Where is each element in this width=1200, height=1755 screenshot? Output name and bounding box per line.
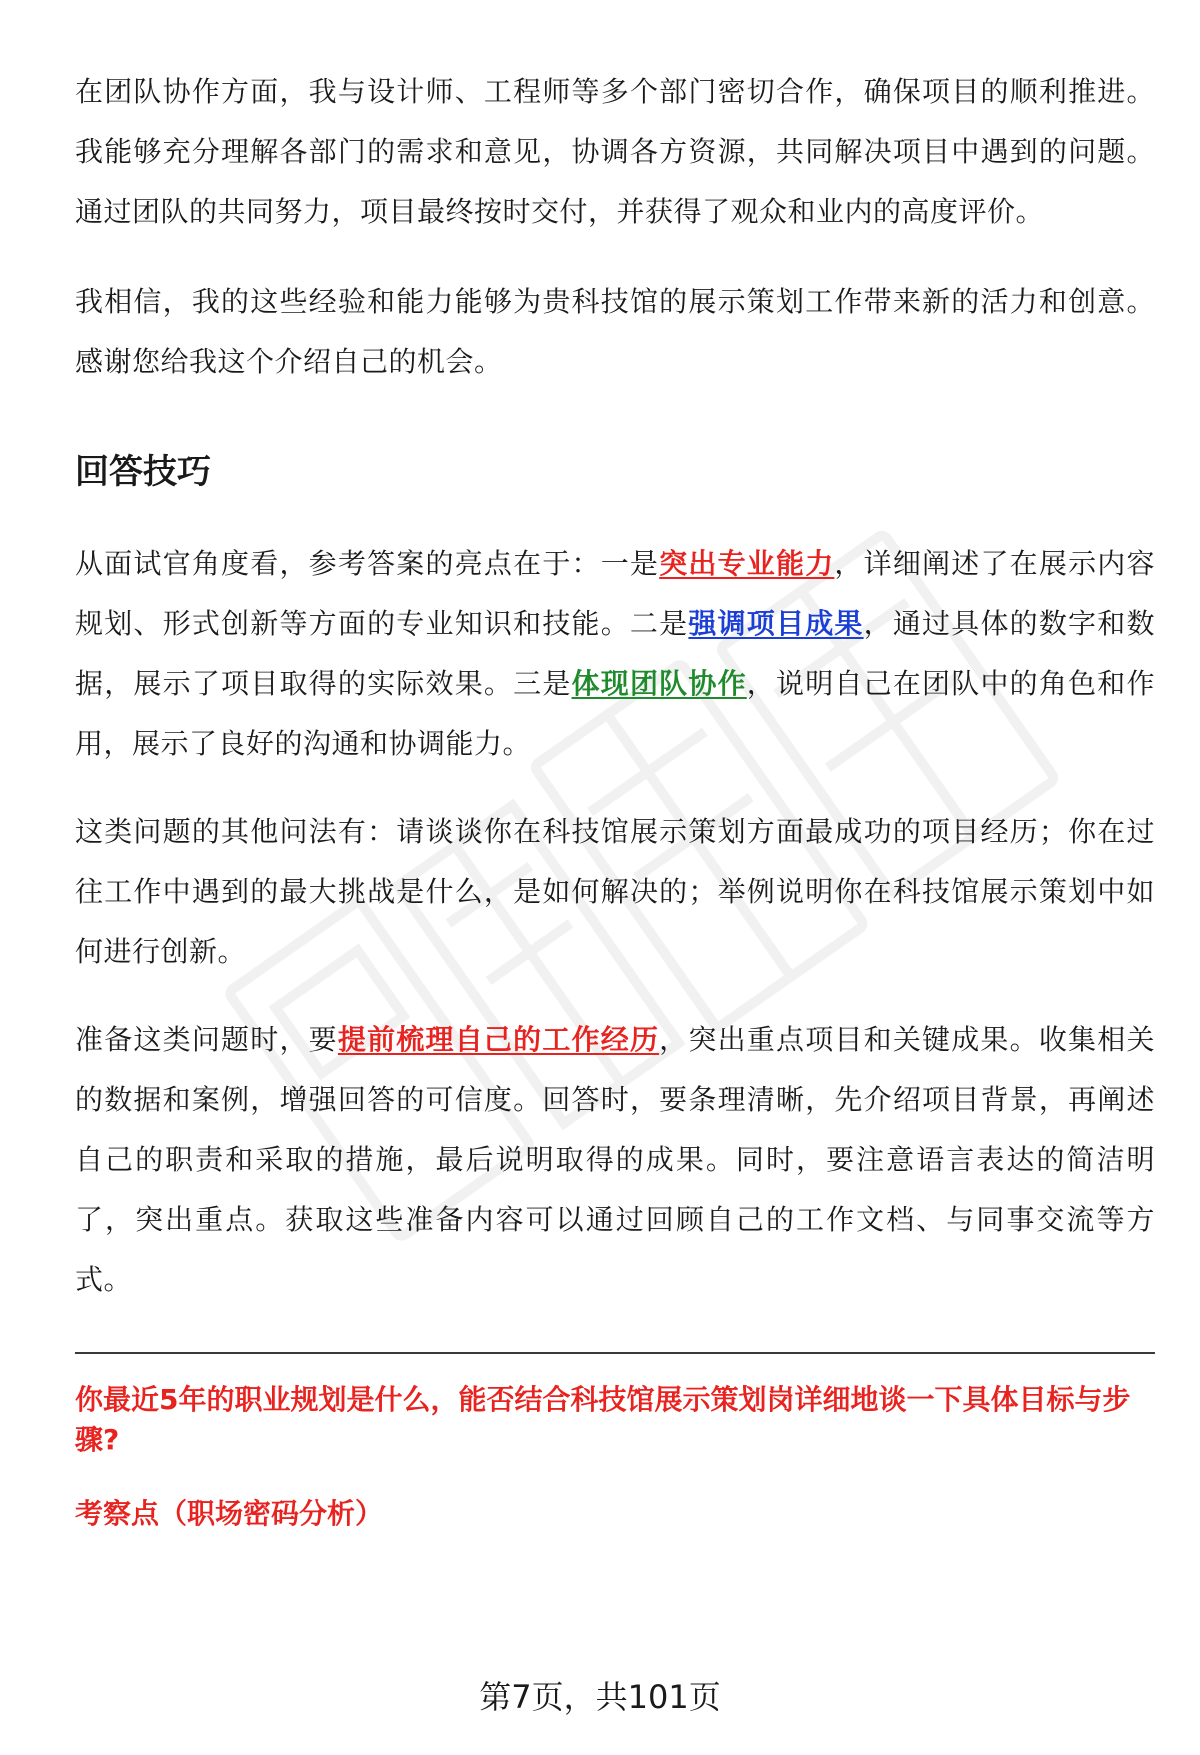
- highlight-project-results: 强调项目成果: [688, 607, 864, 640]
- text-segment: ，通过具体的数字和数据，展示了项目取得的实际效果。三是: [75, 607, 1155, 700]
- paragraph-closing: 我相信，我的这些经验和能力能够为贵科技馆的展示策划工作带来新的活力和创意。感谢您给我这个介绍自己的机会。: [75, 285, 1155, 378]
- paragraph-teamwork: 在团队协作方面，我与设计师、工程师等多个部门密切合作，确保项目的顺利推进。我能够充分理解各部门的需求和意见，协调各方资源，共同解决项目中遇到的问题。通过团队的共同努力，项目最终按时交付，并获得了观众和业内的高度评价。: [75, 75, 1155, 228]
- text-segment: 从面试官角度看，参考答案的亮点在于：一是: [75, 547, 660, 580]
- paragraph-preparation: [75, 1010, 1155, 1310]
- text-segment: 准备这类问题时，要: [75, 1023, 338, 1056]
- paragraph-tips-highlights: [75, 534, 1155, 774]
- text-segment: ，说明自己在团队中的角色和作用，展示了良好的沟通和协调能力。: [75, 667, 1155, 760]
- paragraph-other-questions: 这类问题的其他问法有：请谈谈你在科技馆展示策划方面最成功的项目经历；你在过往工作中遇到的最大挑战是什么，是如何解决的；举例说明你在科技馆展示策划中如何进行创新。: [75, 815, 1155, 968]
- page-footer: 第7页，共101页: [479, 1678, 721, 1716]
- text-segment: ，详细阐述了在展示内容规划、形式创新等方面的专业知识和技能。二是: [75, 547, 1155, 640]
- section-title-answer-tips: 回答技巧: [75, 452, 211, 492]
- document-page: [75, 62, 1155, 1534]
- subheading-assessment-point: 考察点（职场密码分析）: [75, 1497, 384, 1530]
- highlight-review-experience: 提前梳理自己的工作经历: [337, 1023, 660, 1056]
- highlight-teamwork: 体现团队协作: [571, 667, 747, 700]
- divider: [75, 1352, 1155, 1354]
- next-question: 你最近5年的职业规划是什么，能否结合科技馆展示策划岗详细地谈一下具体目标与步骤?: [75, 1383, 1131, 1456]
- highlight-professional-ability: 突出专业能力: [659, 547, 835, 580]
- text-segment: ，突出重点项目和关键成果。收集相关的数据和案例，增强回答的可信度。回答时，要条理清晰，先介绍项目背景，再阐述自己的职责和采取的措施，最后说明取得的成果。同时，要注意语言表达的简洁明了，突出重点。获取这些准备内容可以通过回顾自己的工作文档、与同事交流等方式。: [75, 1023, 1155, 1296]
